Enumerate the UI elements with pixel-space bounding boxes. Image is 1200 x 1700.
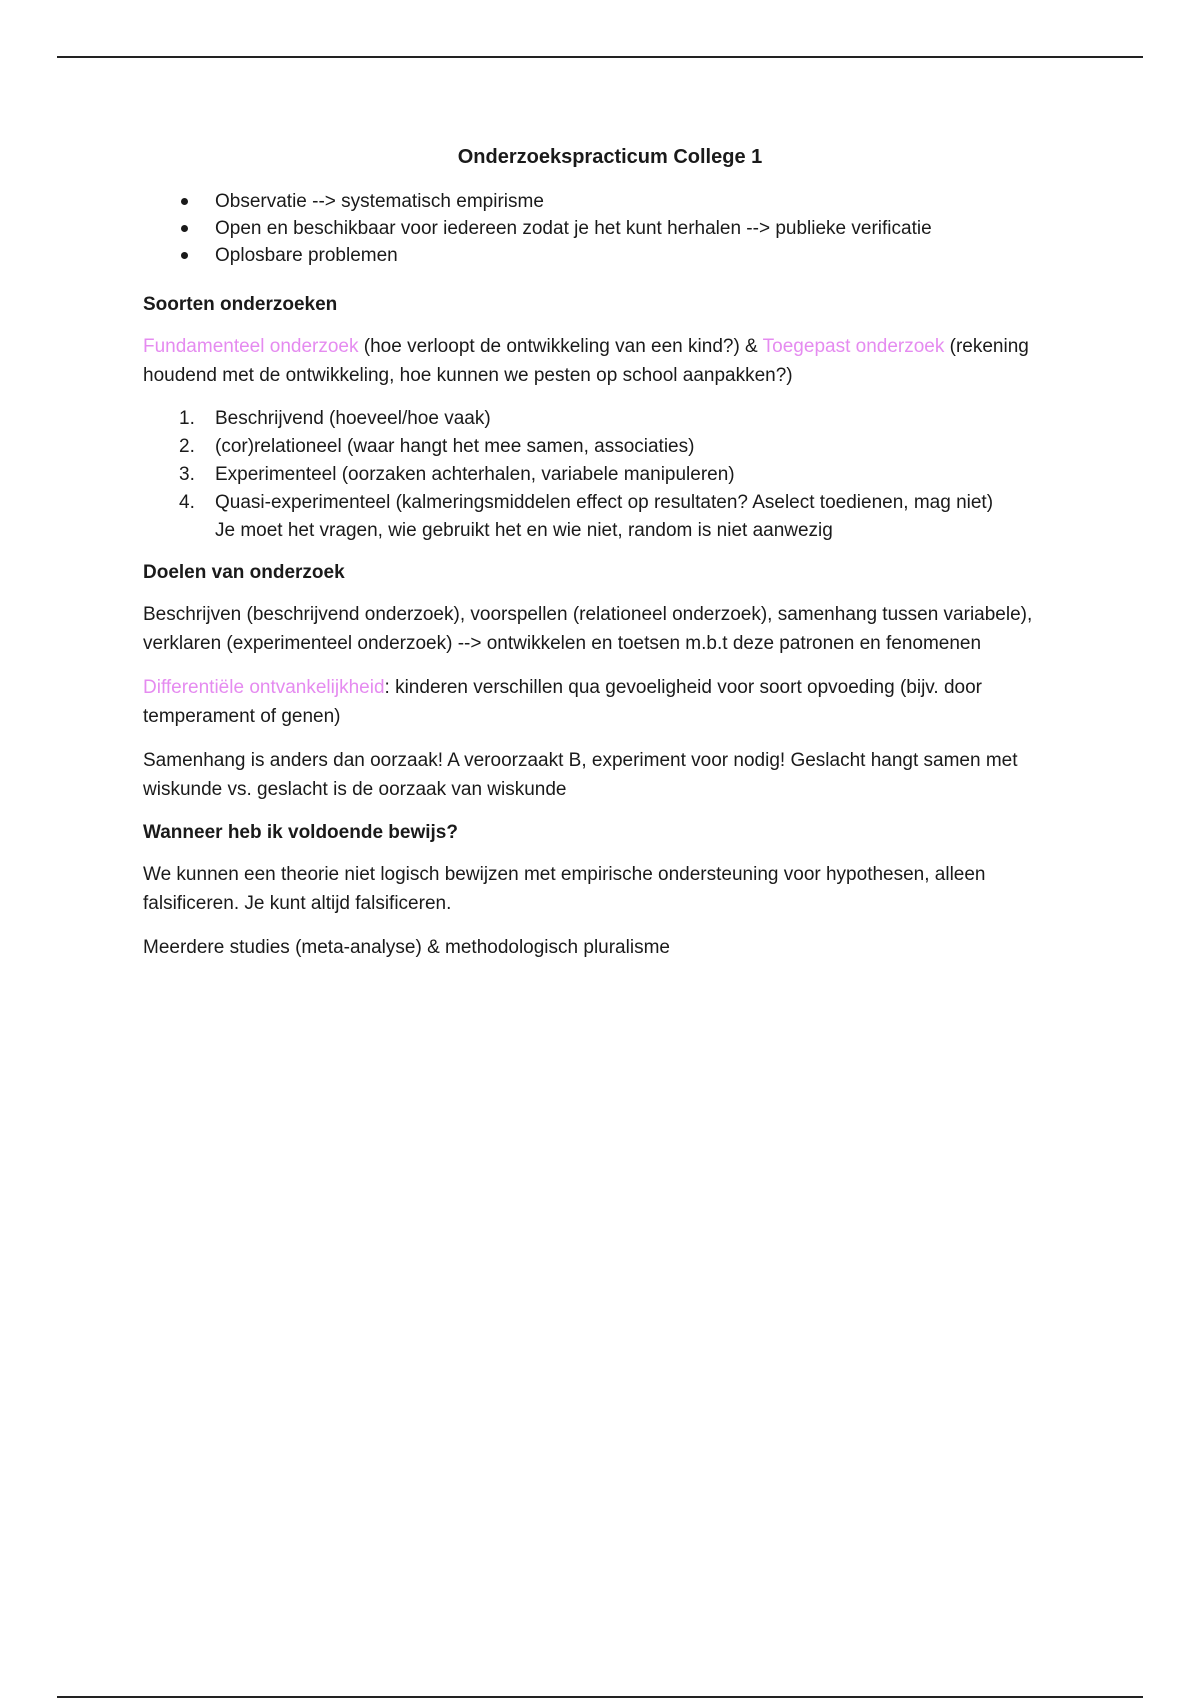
research-types-numbered-list: [143, 405, 1063, 545]
paragraph-text: : kinderen verschillen qua gevoeligheid voor soort opvoeding (bijv. door temperament of genen): [143, 677, 982, 727]
paragraph-text: (rekening houdend met de ontwikkeling, hoe kunnen we pesten op school aanpakken?): [143, 336, 1029, 386]
paragraph-falsification: We kunnen een theorie niet logisch bewijzen met empirische ondersteuning voor hypothesen, alleen falsificeren. Je kunt altijd falsificeren.: [143, 864, 986, 914]
list-item: [143, 215, 1063, 242]
list-item-text: (cor)relationeel (waar hangt het mee samen, associaties): [215, 436, 695, 457]
paragraph-research-types: [143, 332, 1063, 390]
list-item: [143, 433, 1063, 461]
bullet-icon: [181, 225, 188, 232]
list-item-text: Quasi-experimenteel (kalmeringsmiddelen effect op resultaten? Aselect toedienen, mag niet): [215, 492, 994, 513]
list-number: 4.: [179, 492, 195, 513]
document-page: [143, 142, 1063, 977]
paragraph-goals: Beschrijven (beschrijvend onderzoek), voorspellen (relationeel onderzoek), samenhang tussen variabele), verklaren (experimenteel onderzoek) --> ontwikkelen en toetsen m.b.t deze patronen en fenomenen: [143, 604, 1033, 654]
document-title: Onderzoekspracticum College 1: [457, 146, 763, 168]
bullet-text: Oplosbare problemen: [215, 245, 398, 266]
paragraph-text: (hoe verloopt de ontwikkeling van een kind?) &: [358, 336, 763, 357]
list-item: [143, 461, 1063, 489]
list-number: 3.: [179, 464, 195, 485]
intro-bullet-list: [143, 188, 1063, 269]
bullet-icon: [181, 198, 188, 205]
list-item-subtext: Je moet het vragen, wie gebruikt het en wie niet, random is niet aanwezig: [215, 520, 833, 541]
paragraph-correlation-causation: Samenhang is anders dan oorzaak! A veroorzaakt B, experiment voor nodig! Geslacht hangt samen met wiskunde vs. geslacht is de oorzaak van wiskunde: [143, 750, 1018, 800]
paragraph-meta-analysis: Meerdere studies (meta-analyse) & methodologisch pluralisme: [143, 937, 670, 958]
highlighted-term: Fundamenteel onderzoek: [143, 336, 359, 357]
highlighted-term: Differentiële ontvankelijkheid: [143, 677, 385, 698]
page-bottom-rule: [57, 1696, 1143, 1698]
section-heading-bewijs: Wanneer heb ik voldoende bewijs?: [143, 822, 458, 843]
highlighted-term: Toegepast onderzoek: [762, 336, 945, 357]
list-item: [143, 489, 1063, 545]
paragraph-differential-susceptibility: [143, 673, 1063, 731]
bullet-icon: [181, 252, 188, 259]
list-item: [143, 242, 1063, 269]
list-item: [143, 405, 1063, 433]
bullet-text: Observatie --> systematisch empirisme: [215, 191, 544, 212]
list-number: 2.: [179, 436, 195, 457]
list-item: [143, 188, 1063, 215]
list-number: 1.: [179, 408, 195, 429]
page-top-rule: [57, 56, 1143, 58]
section-heading-soorten: Soorten onderzoeken: [143, 294, 338, 315]
list-item-text: Beschrijvend (hoeveel/hoe vaak): [215, 408, 491, 429]
list-item-text: Experimenteel (oorzaken achterhalen, variabele manipuleren): [215, 464, 735, 485]
section-heading-doelen: Doelen van onderzoek: [143, 562, 345, 583]
bullet-text: Open en beschikbaar voor iedereen zodat je het kunt herhalen --> publieke verificatie: [215, 218, 932, 239]
